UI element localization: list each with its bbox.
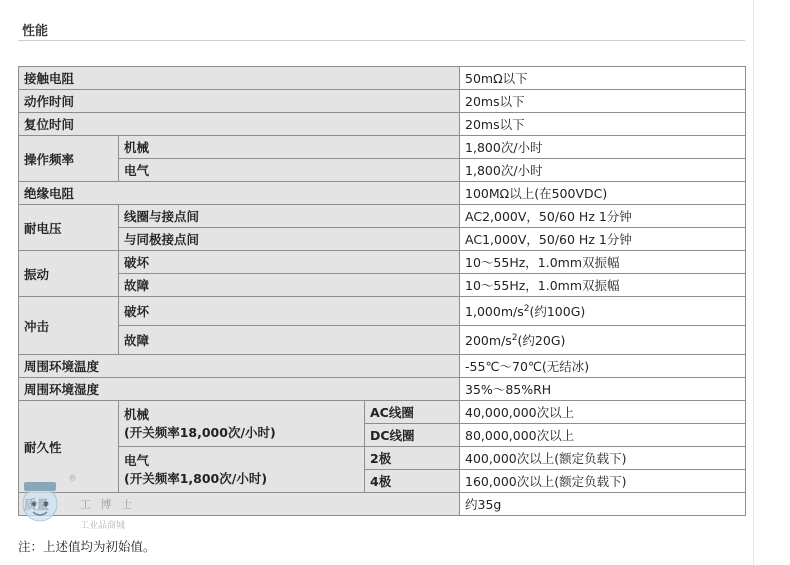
row-label: 复位时间 (19, 113, 460, 136)
watermark-brand: 工 博 士 (80, 498, 135, 511)
table-row (19, 274, 746, 297)
row-value: 400,000次以上(额定负载下) (460, 447, 746, 470)
watermark-logo (18, 474, 158, 534)
row-value: 40,000,000次以上 (460, 401, 746, 424)
table-row (19, 297, 746, 326)
table-row (19, 205, 746, 228)
sub-label-line1: 电气 (124, 452, 150, 468)
section-header (18, 8, 745, 41)
row-value: -55℃～70℃(无结冰) (460, 355, 746, 378)
value-main: 1,000m/s (465, 304, 524, 319)
sub-label: 线圈与接点间 (119, 205, 460, 228)
footnote: 注：上述值均为初始值。 (18, 539, 156, 554)
row-label: 接触电阻 (19, 67, 460, 90)
performance-spec-table (18, 66, 746, 516)
watermark-subtitle: 工业品商城 (80, 521, 126, 531)
row-value: 10～55Hz，1.0mm双振幅 (460, 274, 746, 297)
page-right-border (753, 0, 754, 565)
sub-label-line2: (开关频率18,000次/小时) (124, 424, 276, 440)
value-exponent: 2 (511, 332, 518, 343)
table-row (19, 251, 746, 274)
sub-label: 机械 (119, 136, 460, 159)
sub-label: 故障 (119, 274, 460, 297)
row-value: 约35g (460, 493, 746, 516)
row-value: 80,000,000次以上 (460, 424, 746, 447)
sub-label-line2: (开关频率1,800次/小时) (124, 470, 268, 486)
table-row (19, 228, 746, 251)
row-label: 操作频率 (19, 136, 119, 182)
sub-label: 破坏 (119, 297, 460, 326)
table-row (19, 401, 746, 424)
table-row (19, 67, 746, 90)
row-label: 耐久性 (19, 401, 119, 493)
table-row (19, 90, 746, 113)
row-value: 10～55Hz，1.0mm双振幅 (460, 251, 746, 274)
table-row (19, 355, 746, 378)
row-value: 50mΩ以下 (460, 67, 746, 90)
row-label: 周围环境湿度 (19, 378, 460, 401)
row-value (460, 326, 746, 355)
row-value: 1,800次/小时 (460, 136, 746, 159)
section-title: 性能 (22, 24, 49, 39)
sub-label: 与同极接点间 (119, 228, 460, 251)
row-value: 160,000次以上(额定负载下) (460, 470, 746, 493)
value-tail: (约20G) (517, 333, 566, 348)
table-row (19, 136, 746, 159)
sub-label (119, 401, 365, 447)
table-row (19, 159, 746, 182)
value-main: 200m/s (465, 333, 512, 348)
row-label: 耐电压 (19, 205, 119, 251)
row-value: 20ms以下 (460, 90, 746, 113)
table-row (19, 113, 746, 136)
value-exponent: 2 (523, 303, 530, 314)
row-value: 35%～85%RH (460, 378, 746, 401)
sub-label: 故障 (119, 326, 460, 355)
table-row (19, 182, 746, 205)
row-value: AC1,000V，50/60 Hz 1分钟 (460, 228, 746, 251)
table-row (19, 447, 746, 470)
row-value: 20ms以下 (460, 113, 746, 136)
value-tail: (约100G) (529, 304, 586, 319)
row-value: 1,800次/小时 (460, 159, 746, 182)
row-label: 绝缘电阻 (19, 182, 460, 205)
row-label: 动作时间 (19, 90, 460, 113)
sub-sub-label: DC线圈 (365, 424, 460, 447)
row-value: 100MΩ以上(在500VDC) (460, 182, 746, 205)
mascot-icon (18, 474, 66, 530)
row-label: 周围环境温度 (19, 355, 460, 378)
row-label: 冲击 (19, 297, 119, 355)
table-row (19, 378, 746, 401)
sub-label-line1: 机械 (124, 406, 150, 422)
sub-label: 电气 (119, 159, 460, 182)
sub-sub-label: 2极 (365, 447, 460, 470)
sub-label: 破坏 (119, 251, 460, 274)
row-value: AC2,000V，50/60 Hz 1分钟 (460, 205, 746, 228)
watermark-registered-mark: ® (68, 474, 77, 484)
table-row (19, 326, 746, 355)
row-value (460, 297, 746, 326)
row-label: 振动 (19, 251, 119, 297)
sub-sub-label: AC线圈 (365, 401, 460, 424)
sub-sub-label: 4极 (365, 470, 460, 493)
